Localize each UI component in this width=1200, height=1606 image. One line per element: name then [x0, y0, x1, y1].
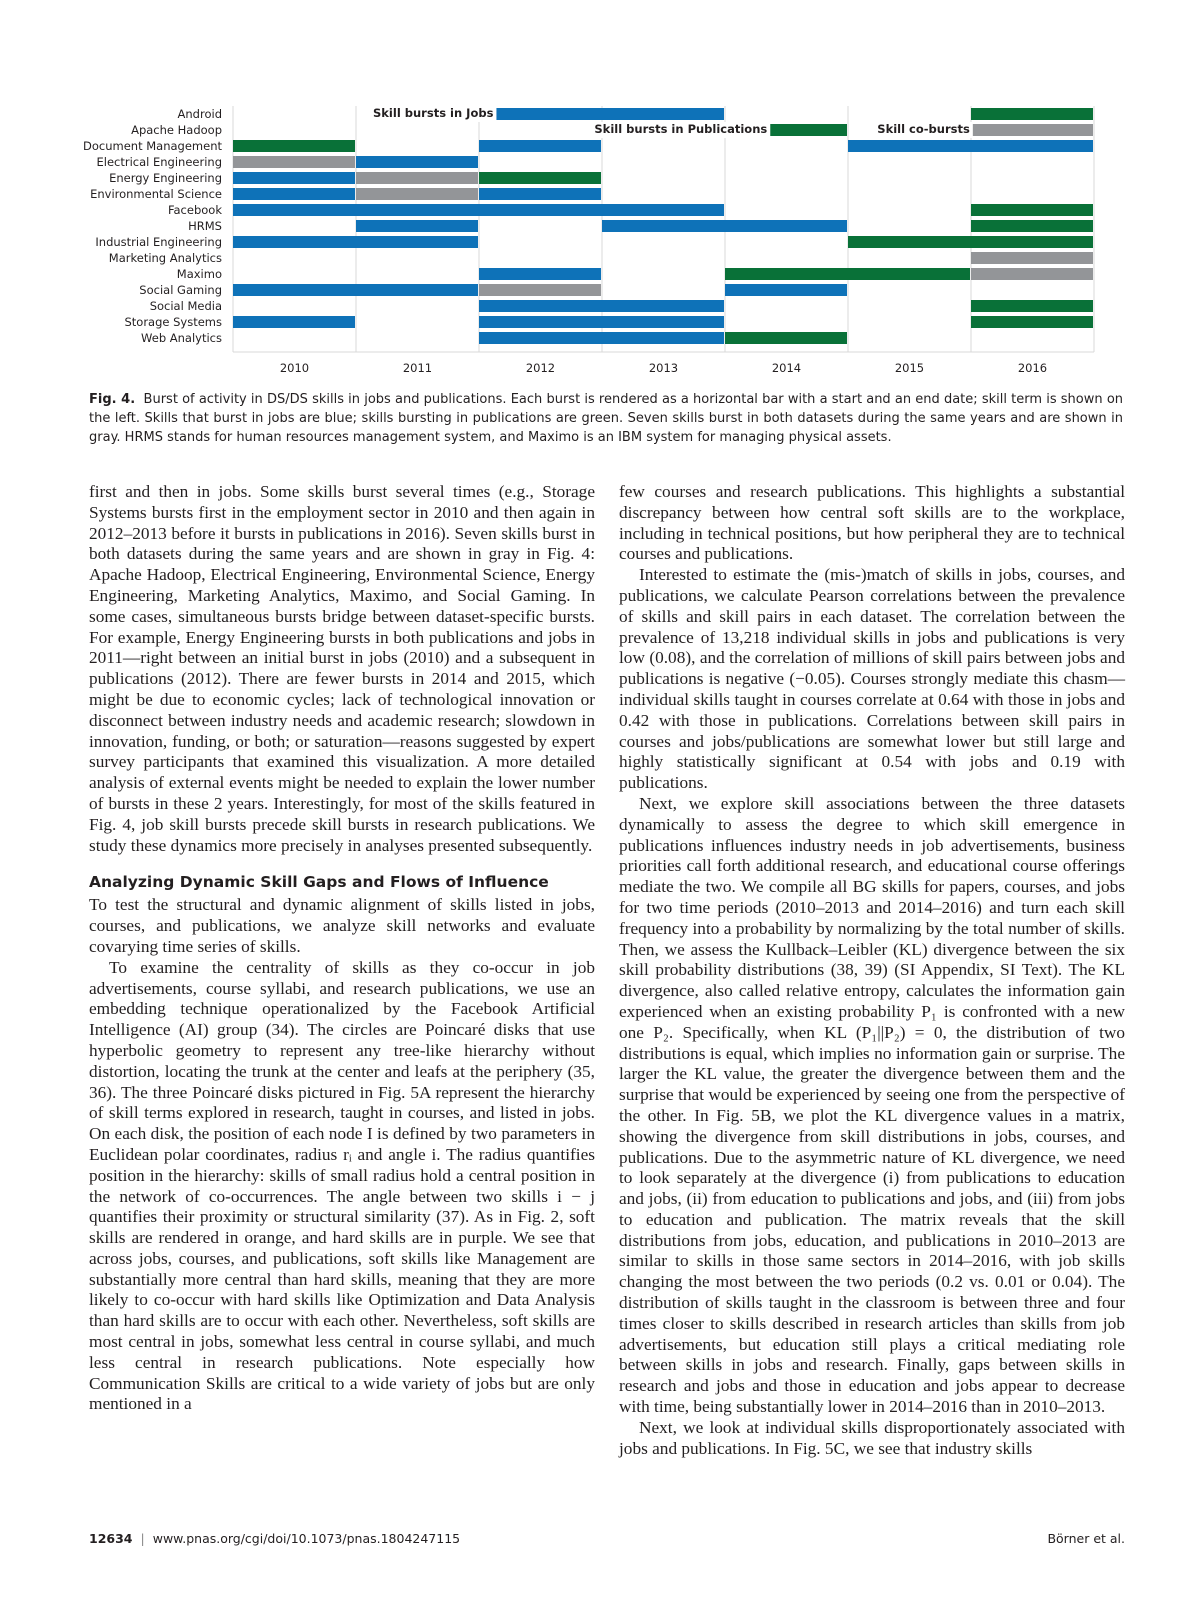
bar-environmental-science: [356, 188, 478, 200]
bar-maximo: [725, 268, 970, 280]
bar-electrical-engineering: [356, 156, 478, 168]
left-paragraph-1: first and then in jobs. Some skills burst several times (e.g., Storage Systems bursts first in the employment sector in 2010 and then again in 2012–2013 before it bursts in publications in 2016). Seven skills burst in both datasets during the same years and are shown in gray in Fig. 4: Apache Hadoop, Electrical Engineering, Environmental Science, Energy Engineering, Marketing Analytics, Maximo, and Social Gaming. In some cases, simultaneous bursts bridge between dataset-specific bursts. For example, Energy Engineering bursts in both publications and jobs in 2011—right between an initial burst in jobs (2010) and a subsequent in publications (2012). There are fewer bursts in 2014 and 2015, which might be due to economic cycles; lack of technological innovation or disconnect between industry needs and academic research; slowdown in innovation, funding, or both; or saturation—reasons suggested by expert survey participants that examined this visualization. A more detailed analysis of external events might be needed to explain the lower number of bursts in these 2 years. Interestingly, for most of the skills featured in Fig. 4, job skill bursts precede skill bursts in research publications. We study these dynamics more precisely in analyses presented subsequently.: [89, 482, 595, 855]
chart-bars: [233, 108, 1093, 344]
bar-android: [971, 108, 1093, 120]
bar-facebook: [971, 204, 1093, 216]
right-column: [619, 482, 1125, 1459]
annotation-label: Skill bursts in Jobs: [373, 106, 494, 120]
right-paragraph-4: Next, we look at individual skills disproportionately associated with jobs and publications. In Fig. 5C, we see that industry skills: [619, 1417, 1125, 1458]
bar-marketing-analytics: [971, 252, 1093, 264]
bar-social-media: [971, 300, 1093, 312]
bar-apache-hadoop: [971, 124, 1093, 136]
annotation-label: Skill co-bursts: [877, 122, 970, 136]
skill-label: Apache Hadoop: [131, 123, 222, 137]
right-paragraph-3: Next, we explore skill associations between the three datasets dynamically to assess the degree to which skill emergence in publications influences industry needs in job advertisements, business priorities call forth additional research, and educational course offerings mediate the two. We compile all BG skills for papers, courses, and jobs for two time periods (2010–2013 and 2014–2016) and turn each skill frequency into a probability by normalizing by the total number of skills. Then, we assess the Kullback–Leibler (KL) divergence between the six skill probability distributions (38, 39) (SI Appendix, SI Text). The KL divergence, also called relative entropy, calculates the information gain experienced when an existing probability P₁ is confronted with a new one P₂. Specifically, when KL (P₁||P₂) = 0, the distribution of two distributions is equal, which implies no information gain or surprise. The larger the KL value, the greater the divergence between them and the surprise that would be experienced by seeing one from the perspective of the other. In Fig. 5B, we plot the KL divergence values in a matrix, showing the divergence from skill distributions in jobs, courses, and publications. Due to the asymmetric nature of KL divergence, we need to look separately at the divergence (i) from publications to education and jobs, (ii) from education to publications and jobs, and (iii) from jobs to education and publication. The matrix reveals that the skill distributions from jobs, education, and publications in 2010–2013 are similar to skills in those same sectors in 2014–2016, with job skills changing the most between the two periods (0.2 vs. 0.01 or 0.04). The distribution of skills taught in the classroom is between three and four times closer to skills described in research articles than skills from job advertisements, but education still plays a critical mediating role between skills in jobs and research. Finally, gaps between skills in research and jobs and those in education and jobs appear to decrease with time, being substantially lower in 2014–2016 than in 2010–2013.: [619, 793, 1125, 1417]
annotation-label: Skill bursts in Publications: [594, 122, 768, 136]
doi-link[interactable]: www.pnas.org/cgi/doi/10.1073/pnas.1804247115: [152, 1531, 461, 1546]
year-tick-label: 2011: [402, 361, 433, 375]
skill-label: Environmental Science: [90, 187, 222, 201]
bar-hrms: [356, 220, 478, 232]
skill-label: Facebook: [167, 203, 222, 217]
left-column: [89, 482, 595, 1415]
left-paragraph-3: To examine the centrality of skills as they co-occur in job advertisements, course syllabi, and research publications, we use an embedding technique operationalized by the Facebook Artificial Intelligence (AI) group (34). The circles are Poincaré disks that use hyperbolic geometry to represent any tree-like hierarchy without distortion, locating the trunk at the center and leafs at the periphery (35, 36). The three Poincaré disks pictured in Fig. 5A represent the hierarchy of skill terms explored in research, taught in courses, and listed in jobs. On each disk, the position of each node I is defined by two parameters in Euclidean polar coordinates, radius rᵢ and angle i. The radius quantifies position in the hierarchy: skills of small radius hold a central position in the network of co-occurrences. The angle between two skills i − j quantifies their proximity or structural similarity (37). As in Fig. 2, soft skills are rendered in orange, and hard skills are in purple. We see that across jobs, courses, and publications, soft skills like Management are substantially more central than hard skills, meaning that they are more likely to co-occur with hard skills like Optimization and Data Analysis than hard skills are to occur with each other. Nevertheless, soft skills are most central in jobs, somewhat less central in course syllabi, and much less central in research publications. Note especially how Communication Skills are critical to a wide variety of jobs but are only mentioned in a: [89, 957, 595, 1414]
bar-web-analytics: [725, 332, 847, 344]
year-tick-label: 2012: [525, 361, 556, 375]
burst-chart: [0, 0, 1200, 390]
year-tick-label: 2010: [279, 361, 310, 375]
bar-document-management: [479, 140, 601, 152]
bar-web-analytics: [479, 332, 724, 344]
section-heading: Analyzing Dynamic Skill Gaps and Flows of Influence: [89, 873, 549, 892]
authors: Börner et al.: [1047, 1531, 1125, 1546]
bar-social-gaming: [725, 284, 847, 296]
bar-energy-engineering: [356, 172, 478, 184]
year-tick-label: 2014: [771, 361, 802, 375]
skill-label: Document Management: [83, 139, 222, 153]
bar-energy-engineering: [479, 172, 601, 184]
page-footer: 12634 | www.pnas.org/cgi/doi/10.1073/pnas.1804247115 Börner et al.: [89, 1531, 1125, 1546]
bar-social-media: [479, 300, 724, 312]
bar-hrms: [971, 220, 1093, 232]
year-tick-label: 2015: [894, 361, 925, 375]
bar-storage-systems: [479, 316, 724, 328]
skill-label: HRMS: [188, 219, 222, 233]
bar-energy-engineering: [233, 172, 355, 184]
bar-storage-systems: [971, 316, 1093, 328]
bar-social-gaming: [233, 284, 478, 296]
skill-labels: [83, 107, 222, 345]
bar-hrms: [602, 220, 847, 232]
caption-label: Fig. 4.: [89, 392, 136, 407]
skill-label: Industrial Engineering: [95, 235, 222, 249]
bar-electrical-engineering: [233, 156, 355, 168]
bar-social-gaming: [479, 284, 601, 296]
bar-maximo: [479, 268, 601, 280]
bar-facebook: [233, 204, 724, 216]
left-paragraph-2: To test the structural and dynamic alignment of skills listed in jobs, courses, and publications, we analyze skill networks and evaluate covarying time series of skills.: [89, 895, 595, 956]
skill-label: Electrical Engineering: [96, 155, 222, 169]
bar-environmental-science: [479, 188, 601, 200]
bar-android: [479, 108, 724, 120]
skill-label: Energy Engineering: [109, 171, 222, 185]
year-tick-label: 2016: [1017, 361, 1048, 375]
year-tick-label: 2013: [648, 361, 679, 375]
skill-label: Social Media: [149, 299, 222, 313]
skill-label: Maximo: [176, 267, 222, 281]
page-number: 12634: [89, 1531, 133, 1546]
bar-storage-systems: [233, 316, 355, 328]
bar-document-management: [848, 140, 1093, 152]
caption-text: Burst of activity in DS/DS skills in jobs and publications. Each burst is rendered as a horizontal bar with a start and an end date; skill term is shown on the left. Skills that burst in jobs are blue; skills bursting in publications are green. Seven skills burst in both datasets during the same years and are shown in gray. HRMS stands for human resources management system, and Maximo is an IBM system for managing physical assets.: [89, 392, 1124, 445]
bar-industrial-engineering: [233, 236, 478, 248]
skill-label: Web Analytics: [141, 331, 222, 345]
bar-industrial-engineering: [848, 236, 1093, 248]
skill-label: Android: [177, 107, 222, 121]
bar-document-management: [233, 140, 355, 152]
right-paragraph-2: Interested to estimate the (mis-)match of skills in jobs, courses, and publications, we calculate Pearson correlations between the prevalence of skills and skill pairs in each dataset. The correlation between the prevalence of 13,218 individual skills in jobs and publications is very low (0.08), and the correlation of millions of skill pairs between jobs and publications is negative (−0.05). Courses strongly mediate this chasm—individual skills taught in courses correlate at 0.64 with those in jobs and 0.42 with those in publications. Correlations between skill pairs in courses and jobs/publications are somewhat lower but still large and highly statistically significant at 0.54 with jobs and 0.19 with publications.: [619, 565, 1125, 793]
skill-label: Storage Systems: [124, 315, 222, 329]
figure-caption: [89, 390, 1123, 447]
skill-label: Social Gaming: [139, 283, 222, 297]
skill-label: Marketing Analytics: [108, 251, 222, 265]
year-axis: [280, 361, 1047, 375]
bar-environmental-science: [233, 188, 355, 200]
right-paragraph-1: few courses and research publications. This highlights a substantial discrepancy between how central soft skills are to the workplace, including in technical positions, but how peripheral they are to technical courses and publications.: [619, 482, 1125, 564]
bar-maximo: [971, 268, 1093, 280]
